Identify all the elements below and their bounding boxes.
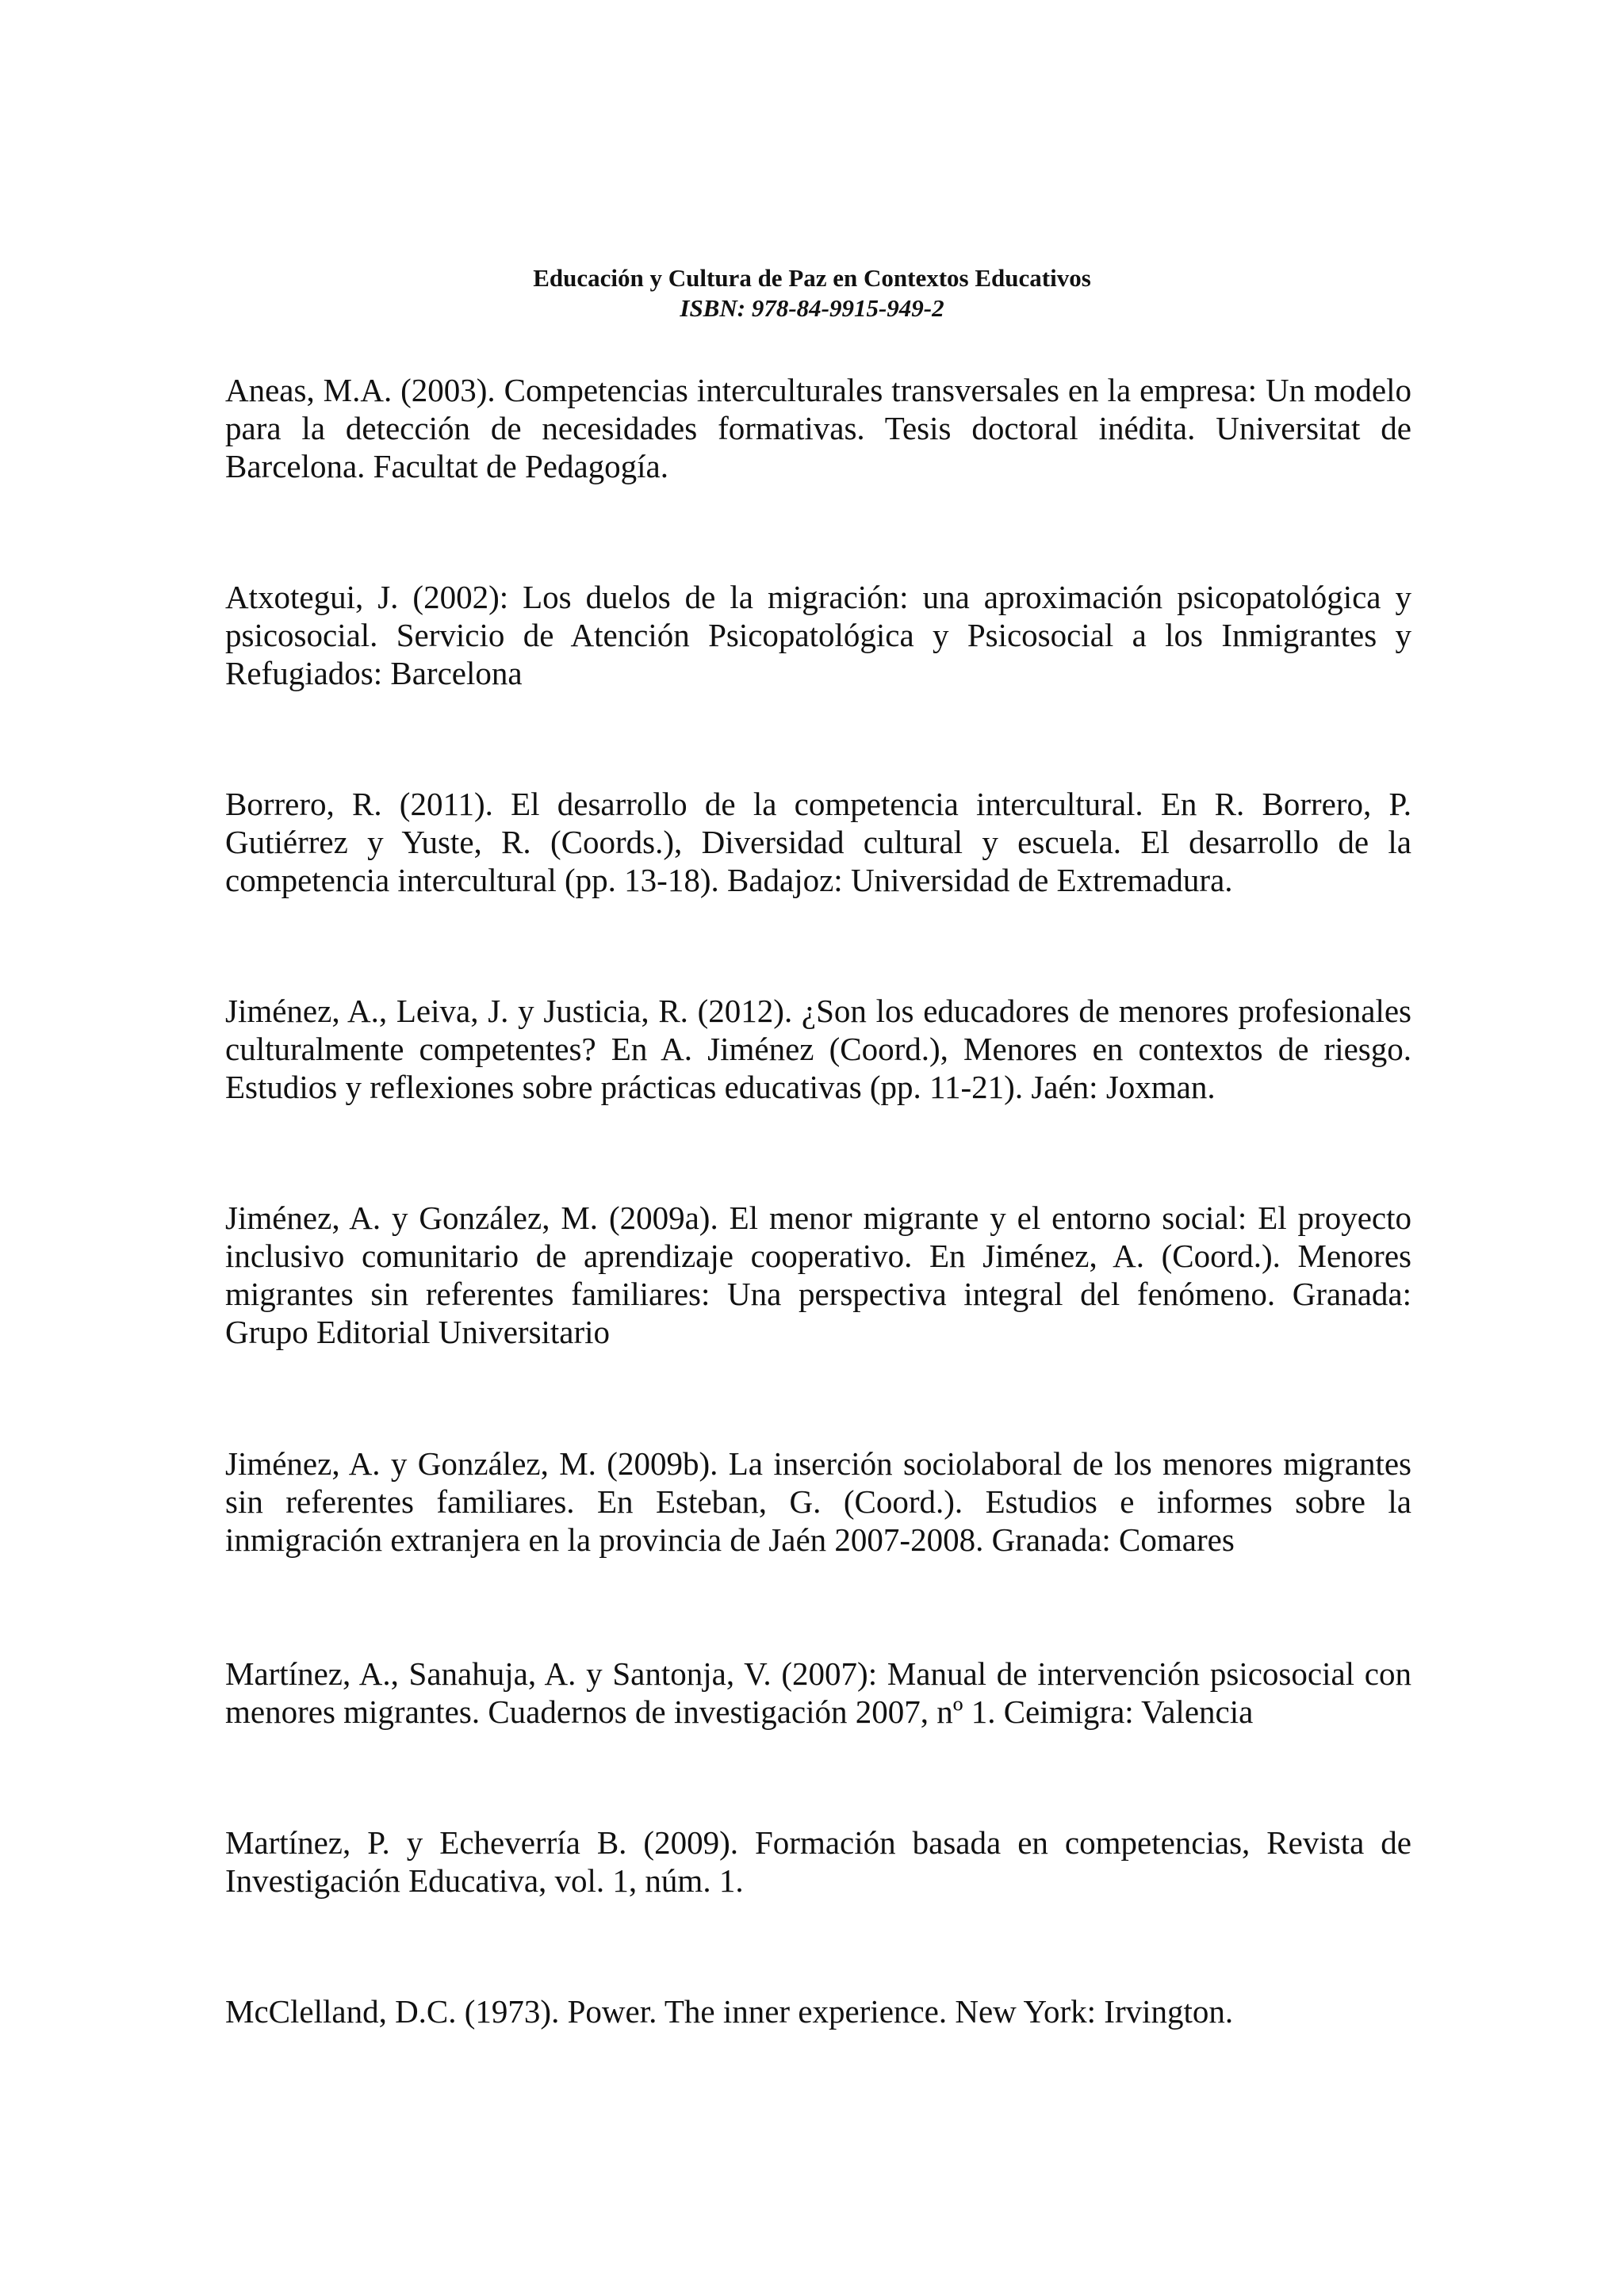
reference-entry: McClelland, D.C. (1973). Power. The inner experience. New York: Irvington. [225,1993,1234,2030]
reference-entry: Martínez, A., Sanahuja, A. y Santonja, V. (2007): Manual de intervención psicosocial con menores migrantes. Cuadernos de investigación 2007, nº 1. Ceimigra: Valencia [225,1655,1411,1730]
reference-entry: Atxotegui, J. (2002): Los duelos de la migración: una aproximación psicopatológica y psicosocial. Servicio de Atención Psicopatológica y Psicosocial a los Inmigrantes y Refugiados: Barcelona [225,579,1411,691]
reference-entry: Jiménez, A. y González, M. (2009b). La inserción sociolaboral de los menores migrantes sin referentes familiares. En Esteban, G. (Coord.). Estudios e informes sobre la inmigración extranjera en la provincia de Jaén 2007-2008. Granada: Comares [225,1445,1411,1558]
isbn-line: ISBN: 978-84-9915-949-2 [680,294,944,322]
reference-entry: Jiménez, A., Leiva, J. y Justicia, R. (2012). ¿Son los educadores de menores profesionales culturalmente competentes? En A. Jiménez (Coord.), Menores en contextos de riesgo. Estudios y reflexiones sobre prácticas educativas (pp. 11-21). Jaén: Joxman. [225,993,1411,1105]
reference-entry: Martínez, P. y Echeverría B. (2009). Formación basada en competencias, Revista de Investigación Educativa, vol. 1, núm. 1. [225,1824,1411,1899]
reference-entry: Aneas, M.A. (2003). Competencias interculturales transversales en la empresa: Un modelo para la detección de necesidades formativas. Tesis doctoral inédita. Universitat de Barcelona. Facultat de Pedagogía. [225,372,1411,484]
page-header [0,263,1624,323]
book-title: Educación y Cultura de Paz en Contextos Educativos [533,264,1091,292]
reference-entry: Jiménez, A. y González, M. (2009a). El menor migrante y el entorno social: El proyecto inclusivo comunitario de aprendizaje cooperativo. En Jiménez, A. (Coord.). Menores migrantes sin referentes familiares: Una perspectiva integral del fenómeno. Granada: Grupo Editorial Universitario [225,1200,1411,1350]
reference-entry: Borrero, R. (2011). El desarrollo de la competencia intercultural. En R. Borrero, P. Gutiérrez y Yuste, R. (Coords.), Diversidad cultural y escuela. El desarrollo de la competencia intercultural (pp. 13-18). Badajoz: Universidad de Extremadura. [225,786,1411,898]
